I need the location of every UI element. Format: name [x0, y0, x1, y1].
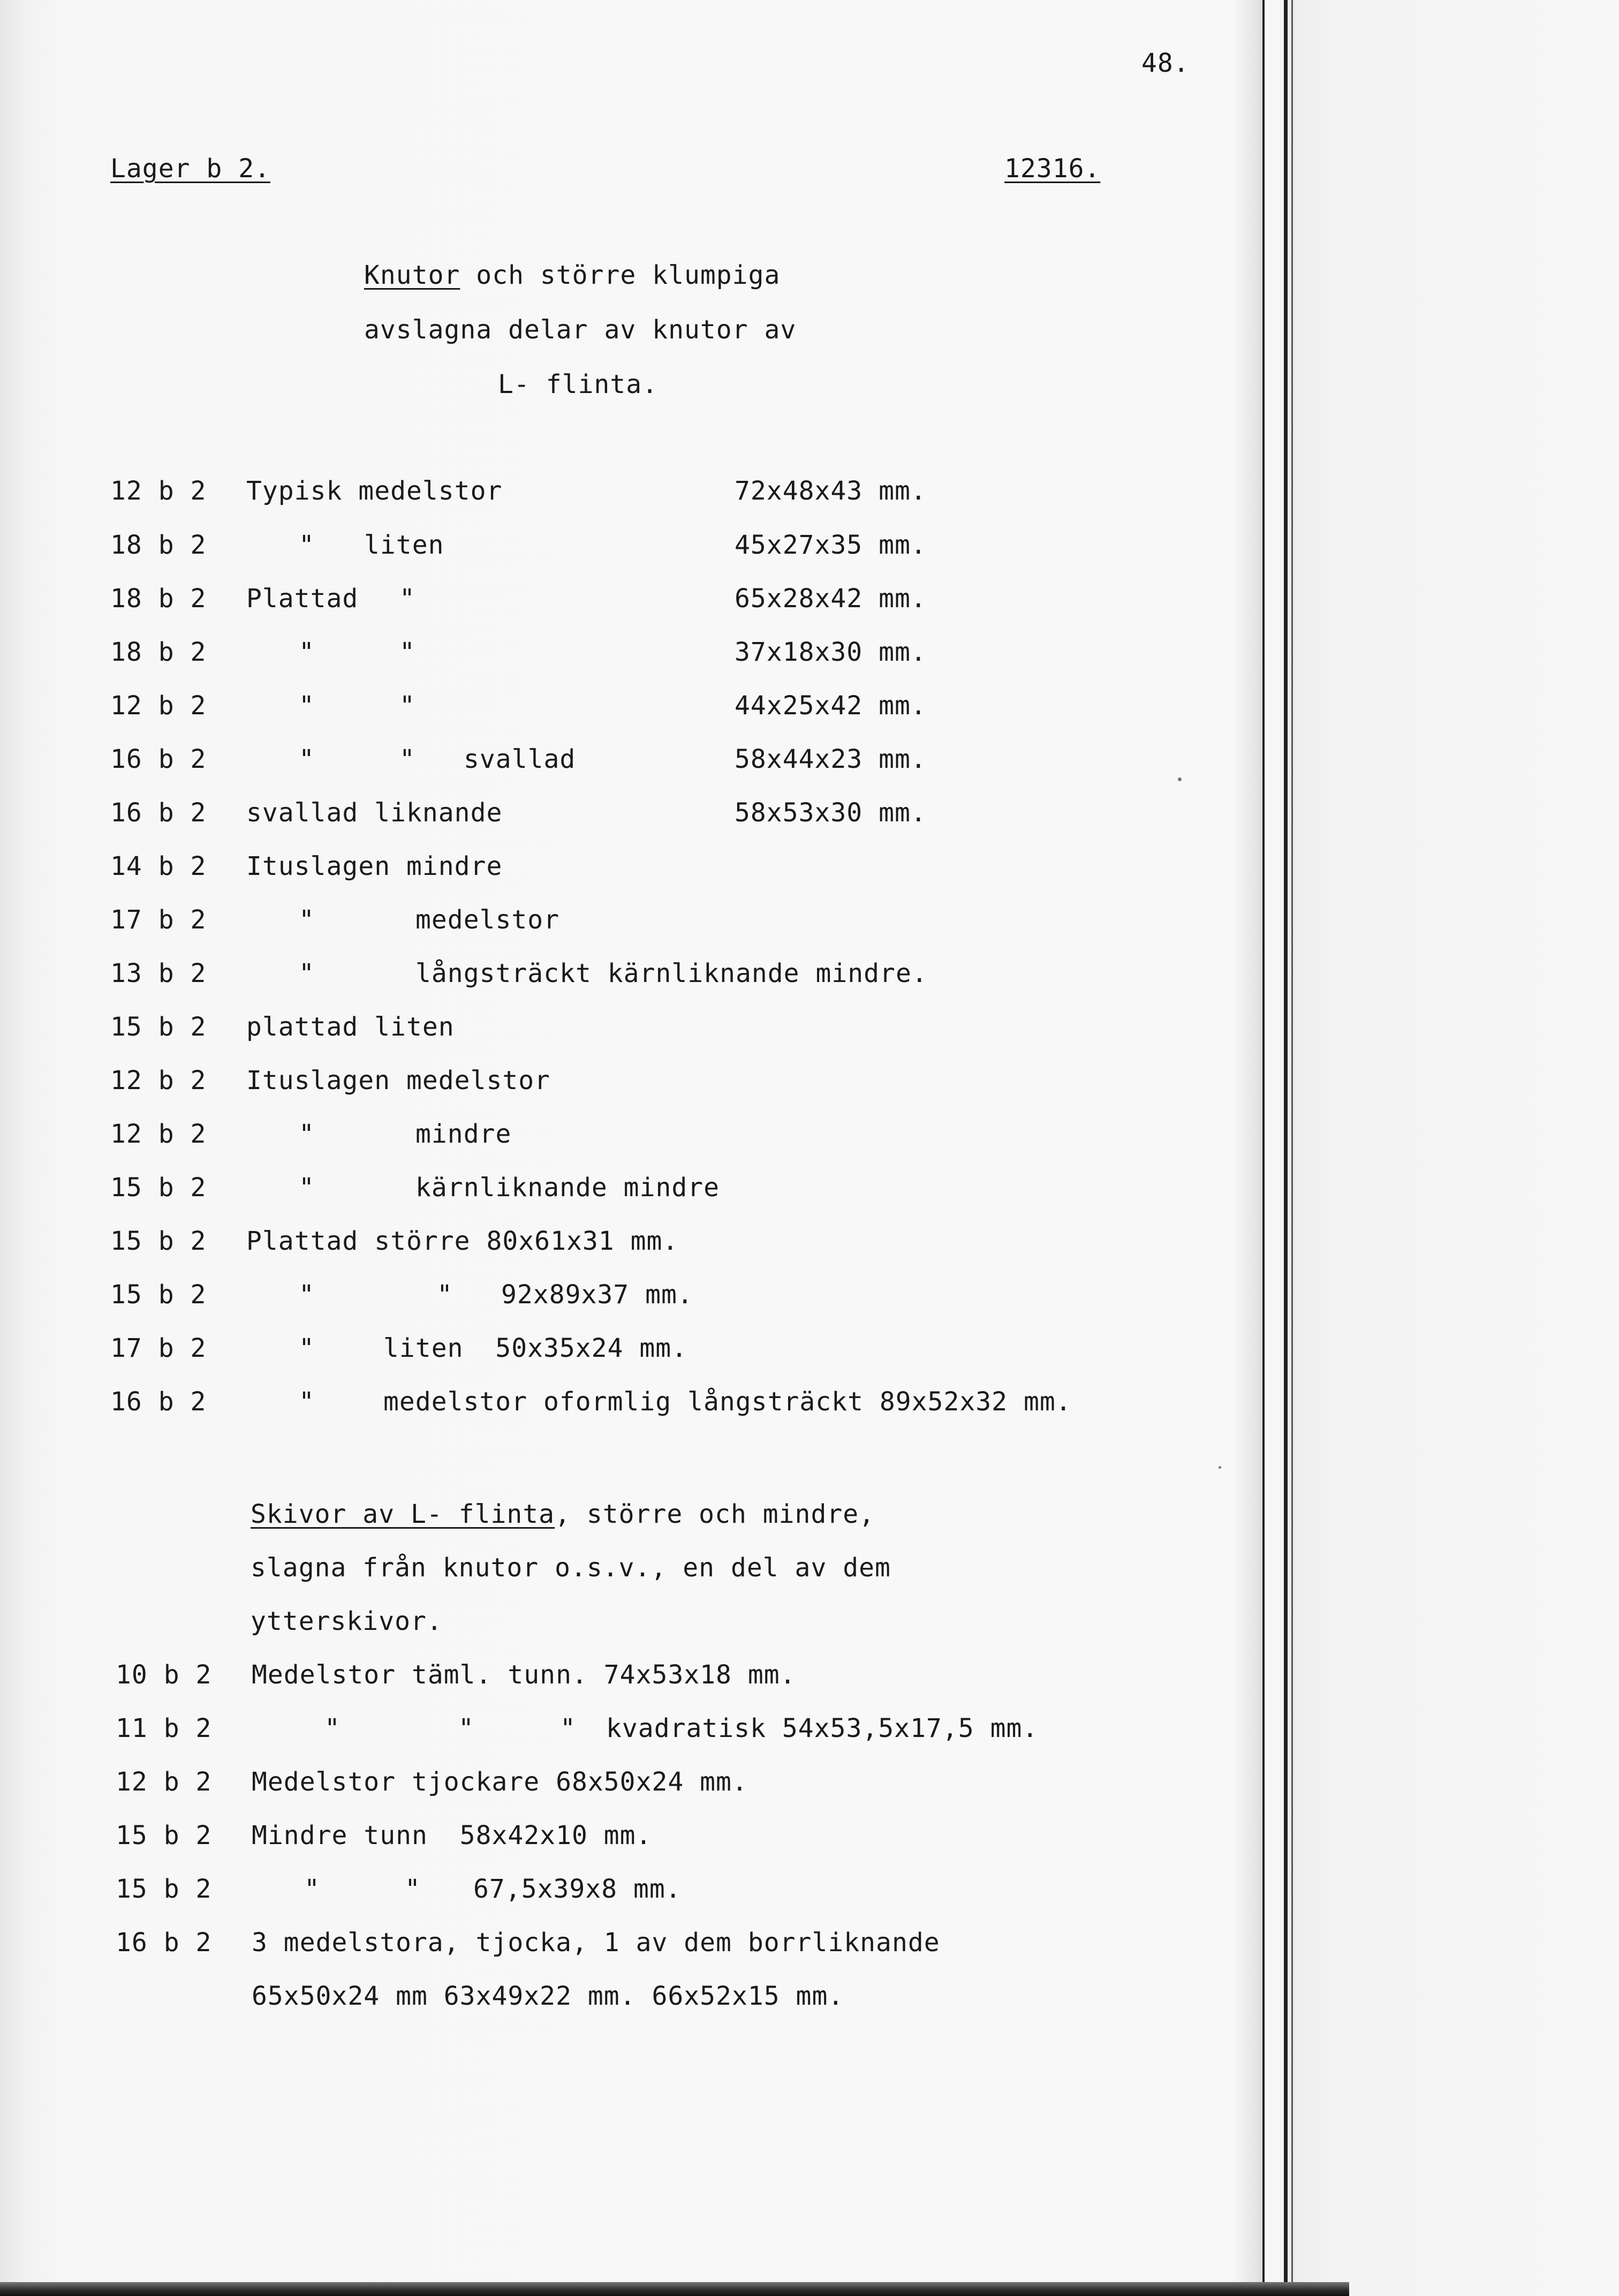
- item-code: 10 b 2: [116, 1660, 212, 1690]
- item-description: medelstor: [415, 905, 560, 935]
- item-code: 12 b 2: [110, 691, 207, 721]
- item-description: mindre: [415, 1119, 512, 1149]
- item-code: 18 b 2: [110, 584, 207, 614]
- item-code: 12 b 2: [110, 476, 207, 506]
- item-code: 18 b 2: [110, 530, 207, 560]
- item-description: Ituslagen medelstor: [246, 1066, 551, 1096]
- ditto-mark: ": [399, 637, 415, 667]
- item-code: 13 b 2: [110, 958, 207, 988]
- item-size: 44x25x42 mm.: [735, 691, 927, 721]
- item-description: 92x89x37 mm.: [501, 1280, 693, 1310]
- item-size: 58x44x23 mm.: [735, 744, 927, 774]
- ditto-mark: ": [299, 1173, 314, 1203]
- item-size: 72x48x43 mm.: [735, 476, 927, 506]
- item-code: 15 b 2: [110, 1173, 207, 1203]
- ditto-mark: ": [299, 905, 314, 935]
- binding-line-thin: [1291, 0, 1293, 2296]
- ditto-mark: ": [299, 530, 314, 560]
- ditto-mark: ": [437, 1280, 452, 1310]
- page-number: 48.: [1141, 48, 1190, 78]
- catalog-number: 12316.: [1004, 154, 1101, 184]
- item-code: 16 b 2: [110, 744, 207, 774]
- page-edge-shadow: [1231, 0, 1264, 2296]
- item-code: 15 b 2: [110, 1012, 207, 1042]
- item-code: 15 b 2: [116, 1821, 212, 1851]
- ditto-mark: ": [405, 1874, 420, 1904]
- item-size: 45x27x35 mm.: [735, 530, 927, 560]
- item-description: långsträckt kärnliknande mindre.: [415, 958, 928, 988]
- section-title-line: slagna från knutor o.s.v., en del av dem: [251, 1553, 891, 1583]
- item-code: 17 b 2: [110, 905, 207, 935]
- item-code: 15 b 2: [116, 1874, 212, 1904]
- item-description: liten 50x35x24 mm.: [383, 1333, 688, 1363]
- ditto-mark: ": [299, 1280, 314, 1310]
- item-description: Plattad större 80x61x31 mm.: [246, 1226, 679, 1256]
- bottom-shadow-band: [0, 2282, 1349, 2296]
- item-code: 16 b 2: [110, 1387, 207, 1417]
- item-code: 11 b 2: [116, 1713, 212, 1743]
- measurement-line: 65x50x24 mm 63x49x22 mm. 66x52x15 mm.: [252, 1981, 844, 2011]
- ditto-mark: ": [299, 958, 314, 988]
- speck: [1178, 777, 1182, 781]
- ditto-mark: ": [399, 584, 415, 614]
- ditto-mark: ": [399, 691, 415, 721]
- item-description: svallad liknande: [246, 798, 503, 828]
- item-description: Ituslagen mindre: [246, 851, 503, 881]
- ditto-mark: ": [304, 1874, 320, 1904]
- ditto-mark: ": [299, 1387, 314, 1417]
- item-size: 37x18x30 mm.: [735, 637, 927, 667]
- item-code: 14 b 2: [110, 851, 207, 881]
- section-title-rest: , större och mindre,: [555, 1499, 875, 1529]
- item-code: 12 b 2: [110, 1119, 207, 1149]
- item-description: 67,5x39x8 mm.: [473, 1874, 682, 1904]
- ditto-mark: ": [299, 1333, 314, 1363]
- item-description: liten: [364, 530, 444, 560]
- section-title-rest: och större klumpiga: [460, 260, 781, 290]
- page-edge-line: [1262, 0, 1265, 2296]
- section-title-line: L- flinta.: [498, 369, 658, 399]
- item-description: svallad: [464, 744, 576, 774]
- ditto-mark: ": [299, 691, 314, 721]
- item-description: plattad liten: [246, 1012, 455, 1042]
- item-description: kärnliknande mindre: [415, 1173, 720, 1203]
- ditto-mark: ": [458, 1713, 474, 1743]
- section-title-underlined: Knutor: [364, 260, 460, 290]
- item-code: 15 b 2: [110, 1226, 207, 1256]
- binding-line: [1284, 0, 1288, 2296]
- section-title-line: avslagna delar av knutor av: [364, 315, 797, 345]
- section-title-line: ytterskivor.: [251, 1606, 443, 1636]
- storage-label: Lager b 2.: [110, 154, 270, 184]
- ditto-mark: ": [299, 1119, 314, 1149]
- item-description: 3 medelstora, tjocka, 1 av dem borrliknande: [252, 1928, 940, 1958]
- item-description: Typisk medelstor: [246, 476, 503, 506]
- item-code: 16 b 2: [110, 798, 207, 828]
- right-margin: [1288, 0, 1619, 2296]
- item-description: Mindre tunn 58x42x10 mm.: [252, 1821, 652, 1851]
- item-code: 18 b 2: [110, 637, 207, 667]
- section-title: [251, 1498, 875, 1530]
- item-description: Medelstor tjockare 68x50x24 mm.: [252, 1767, 748, 1797]
- ditto-mark: ": [560, 1713, 576, 1743]
- item-code: 16 b 2: [116, 1928, 212, 1958]
- ditto-mark: ": [399, 744, 415, 774]
- section-title-underlined: Skivor av L- flinta: [251, 1499, 555, 1529]
- item-description: medelstor oformlig långsträckt 89x52x32 mm.: [383, 1387, 1072, 1417]
- ditto-mark: ": [324, 1713, 340, 1743]
- item-size: 65x28x42 mm.: [735, 584, 927, 614]
- item-size: 58x53x30 mm.: [735, 798, 927, 828]
- section-title: [364, 259, 780, 291]
- item-code: 17 b 2: [110, 1333, 207, 1363]
- speck: [1219, 1466, 1221, 1469]
- item-code: 12 b 2: [116, 1767, 212, 1797]
- item-code: 15 b 2: [110, 1280, 207, 1310]
- item-code: 12 b 2: [110, 1066, 207, 1096]
- ditto-mark: ": [299, 637, 314, 667]
- ditto-mark: ": [299, 744, 314, 774]
- item-description: Medelstor täml. tunn. 74x53x18 mm.: [252, 1660, 796, 1690]
- item-description: kvadratisk 54x53,5x17,5 mm.: [606, 1713, 1039, 1743]
- item-description: Plattad: [246, 584, 359, 614]
